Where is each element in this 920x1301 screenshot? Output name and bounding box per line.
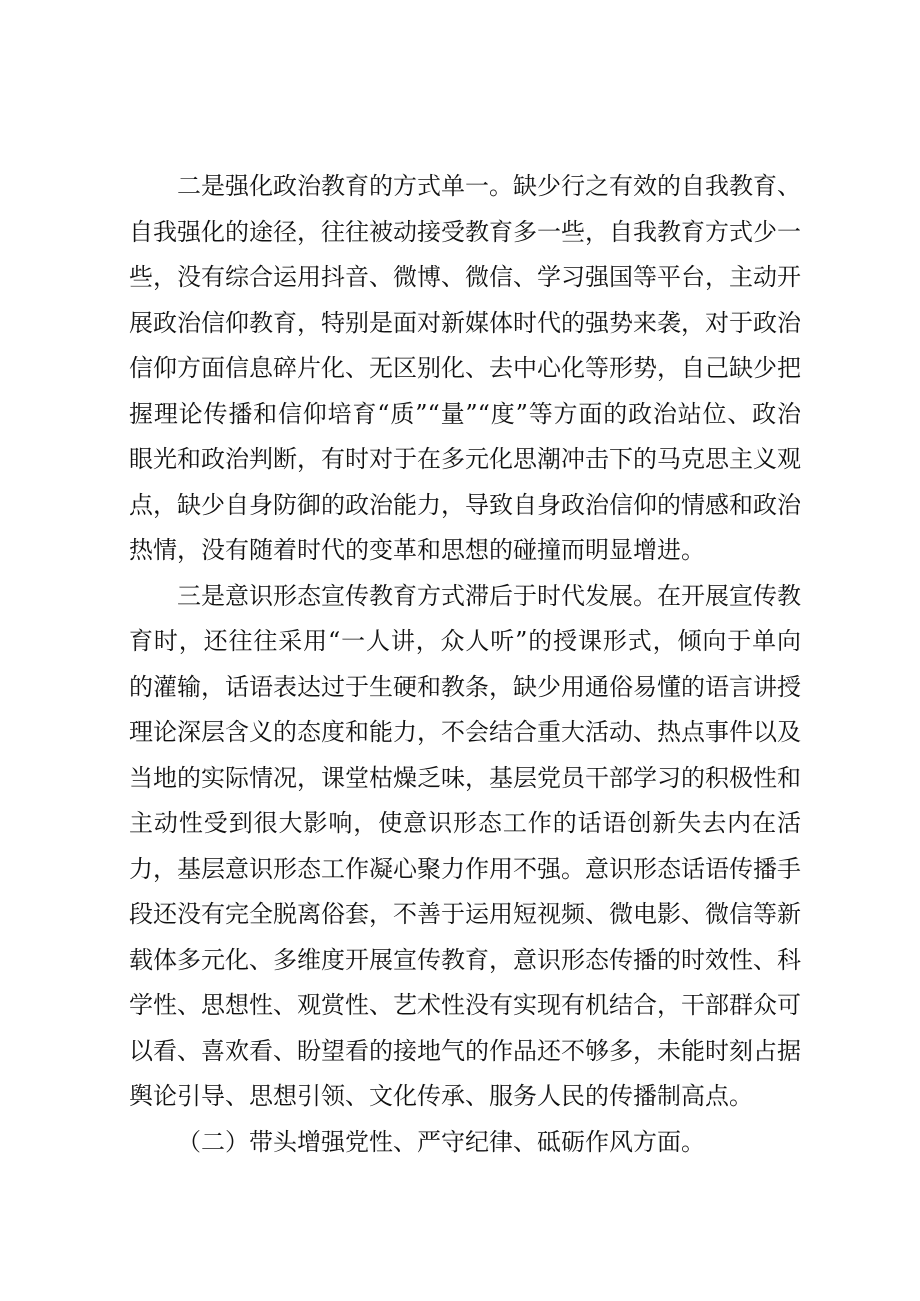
document-body <box>129 164 801 1165</box>
paragraph-ideology-propaganda: 三是意识形态宣传教育方式滞后于时代发展。在开展宣传教育时，还往往采用“一人讲，众人听”的授课形式，倾向于单向的灌输，话语表达过于生硬和教条，缺少用通俗易懂的语言讲授理论深层含义的态度和能力，不会结合重大活动、热点事件以及当地的实际情况，课堂枯燥乏味，基层党员干部学习的积极性和主动性受到很大影响，使意识形态工作的话语创新失去内在活力，基层意识形态工作凝心聚力作用不强。意识形态话语传播手段还没有完全脱离俗套，不善于运用短视频、微电影、微信等新载体多元化、多维度开展宣传教育，意识形态传播的时效性、科学性、思想性、观赏性、艺术性没有实现有机结合，干部群众可以看、喜欢看、盼望看的接地气的作品还不够多，未能时刻占据舆论引导、思想引领、文化传承、服务人民的传播制高点。 <box>129 581 801 1110</box>
section-heading: （二）带头增强党性、严守纪律、砥砺作风方面。 <box>177 1127 705 1156</box>
paragraph-political-education: 二是强化政治教育的方式单一。缺少行之有效的自我教育、自我强化的途径，往往被动接受教育多一些，自我教育方式少一些，没有综合运用抖音、微博、微信、学习强国等平台，主动开展政治信仰教育，特别是面对新媒体时代的强势来袭，对于政治信仰方面信息碎片化、无区别化、去中心化等形势，自己缺少把握理论传播和信仰培育“质”“量”“度”等方面的政治站位、政治眼光和政治判断，有时对于在多元化思潮冲击下的马克思主义观点，缺少自身防御的政治能力，导致自身政治信仰的情感和政治热情，没有随着时代的变革和思想的碰撞而明显增进。 <box>129 172 801 564</box>
